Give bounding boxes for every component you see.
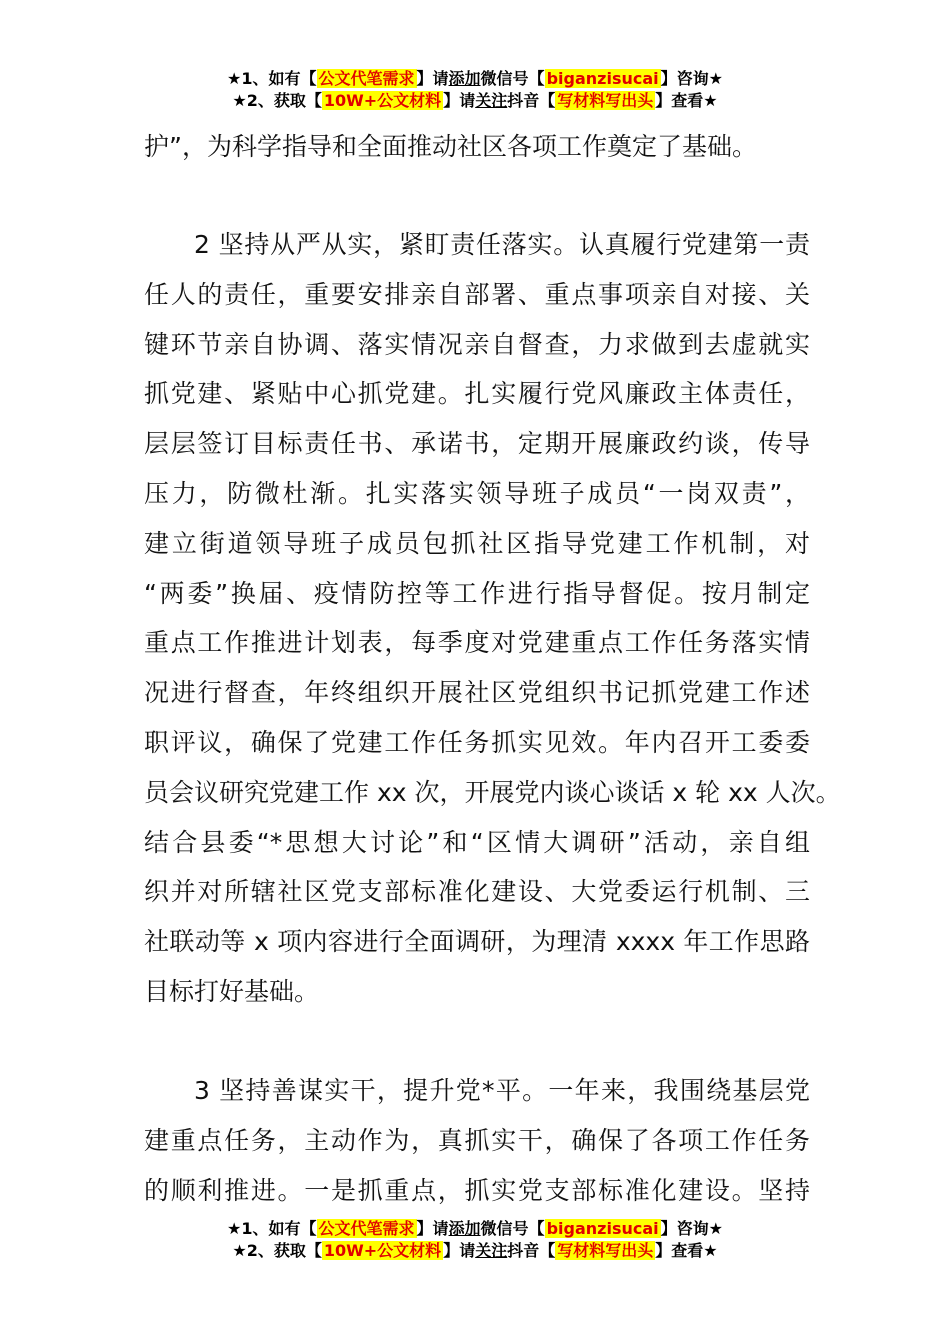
notice-1-underlined: 添加 — [448, 69, 481, 88]
paragraph-line: 建立街道领导班子成员包抓社区指导党建工作机制，对 — [144, 528, 810, 558]
notice-2-highlight-materials: 10W+公文材料 — [323, 91, 442, 110]
notice-line-2 — [0, 90, 950, 112]
paragraph-line: 任人的责任，重要安排亲自部署、重点事项亲自对接、关 — [144, 279, 810, 309]
notice-2-text-b: 抖音【 — [507, 91, 556, 110]
paragraph-line: 况进行督查，年终组织开展社区党组织书记抓党建工作述 — [144, 678, 810, 708]
paragraph-line: 层层签订目标责任书、承诺书，定期开展廉政约谈，传导 — [144, 429, 810, 459]
notice-line-1 — [0, 68, 950, 90]
notice-1-highlight-service: 公文代笔需求 — [318, 1219, 415, 1238]
notice-line-1 — [0, 1218, 950, 1240]
paragraph-2 — [144, 220, 841, 1017]
notice-1-text-b: 微信号【 — [480, 1219, 545, 1238]
paragraph-line: 3 坚持善谋实干，提升党*平。一年来，我围绕基层党 — [194, 1076, 810, 1105]
paragraph-line: 抓党建、紧贴中心抓党建。扎实履行党风廉政主体责任， — [144, 379, 810, 409]
paragraph-line: 结合县委“*思想大讨论”和“区情大调研”活动，亲自组 — [144, 827, 810, 857]
paragraph-line: 职评议，确保了党建工作任务抓实见效。年内召开工委委 — [144, 727, 810, 757]
notice-line-2 — [0, 1240, 950, 1262]
notice-1-prefix: ★1、如有【 — [227, 69, 317, 88]
notice-1-text-b: 微信号【 — [480, 69, 545, 88]
paragraph-line: 员会议研究党建工作 xx 次，开展党内谈心谈话 x 轮 xx 人次。 — [144, 777, 841, 807]
notice-1-highlight-wechat: biganzisucai — [546, 1219, 659, 1238]
notice-2-text-b: 抖音【 — [507, 1241, 556, 1260]
notice-1-text-a: 】请 — [416, 1219, 449, 1238]
notice-2-highlight-douyin: 写材料写出头 — [557, 1241, 654, 1260]
paragraph-line: 建重点任务，主动作为，真抓实干，确保了各项工作任务 — [144, 1125, 810, 1155]
notice-2-text-a: 】请 — [443, 91, 476, 110]
notice-2-highlight-douyin: 写材料写出头 — [557, 91, 654, 110]
notice-1-highlight-wechat: biganzisucai — [546, 69, 659, 88]
paragraph-line: 织并对所辖社区党支部标准化建设、大党委运行机制、三 — [144, 877, 810, 907]
notice-2-underlined: 关注 — [475, 91, 508, 110]
paragraph-3 — [144, 1066, 810, 1215]
notice-2-text-a: 】请 — [443, 1241, 476, 1260]
notice-2-highlight-materials: 10W+公文材料 — [323, 1241, 442, 1260]
paragraph-line: 压力，防微杜渐。扎实落实领导班子成员“一岗双责”， — [144, 478, 810, 508]
notice-1-underlined: 添加 — [448, 1219, 481, 1238]
paragraph-line: 目标打好基础。 — [144, 976, 320, 1006]
paragraph-line: 键环节亲自协调、落实情况亲自督查，力求做到去虚就实 — [144, 329, 810, 359]
notice-1-suffix: 】咨询★ — [660, 1219, 723, 1238]
paragraph-line: 2 坚持从严从实，紧盯责任落实。认真履行党建第一责 — [194, 230, 810, 259]
paragraph-line: 的顺利推进。一是抓重点，抓实党支部标准化建设。坚持 — [144, 1175, 810, 1205]
notice-1-suffix: 】咨询★ — [660, 69, 723, 88]
paragraph-continuation — [144, 122, 810, 172]
notice-2-underlined: 关注 — [475, 1241, 508, 1260]
notice-1-prefix: ★1、如有【 — [227, 1219, 317, 1238]
paragraph-line: “两委”换届、疫情防控等工作进行指导督促。按月制定 — [144, 578, 810, 608]
paragraph-line: 社联动等 x 项内容进行全面调研，为理清 xxxx 年工作思路 — [144, 927, 810, 957]
notice-2-prefix: ★2、获取【 — [232, 1241, 322, 1260]
notice-1-highlight-service: 公文代笔需求 — [318, 69, 415, 88]
paragraph-line: 重点工作推进计划表，每季度对党建重点工作任务落实情 — [144, 628, 810, 658]
notice-2-prefix: ★2、获取【 — [232, 91, 322, 110]
notice-2-suffix: 】查看★ — [655, 91, 718, 110]
header-notice — [0, 68, 950, 112]
paragraph-line: 护”，为科学指导和全面推动社区各项工作奠定了基础。 — [144, 132, 757, 161]
notice-2-suffix: 】查看★ — [655, 1241, 718, 1260]
notice-1-text-a: 】请 — [416, 69, 449, 88]
footer-notice — [0, 1218, 950, 1262]
